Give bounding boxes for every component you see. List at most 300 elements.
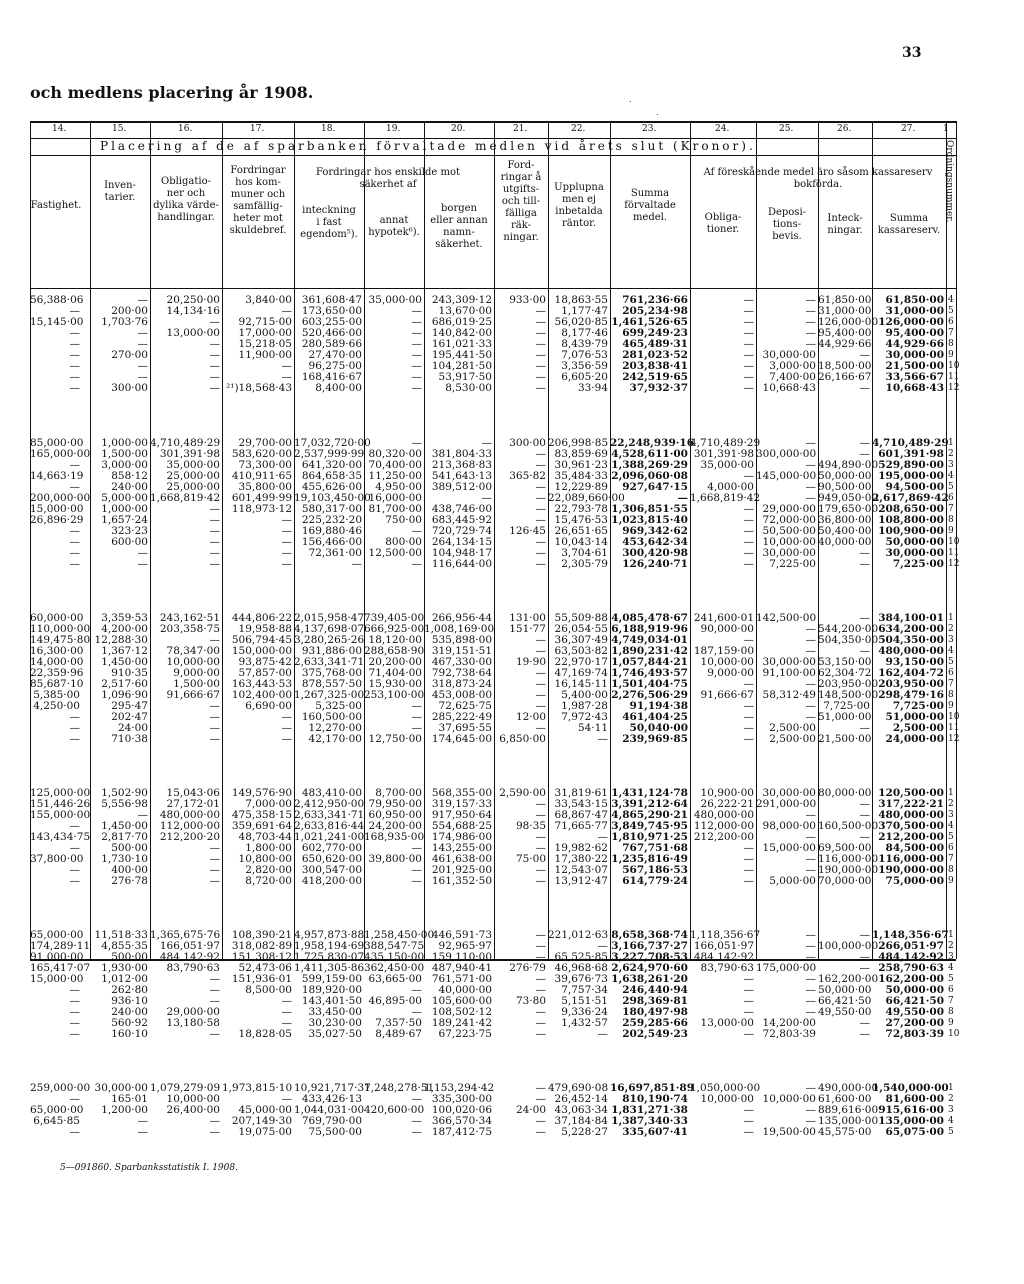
table-row [30, 383, 956, 394]
table-cell: 10,921,717·37 [294, 1082, 371, 1094]
table-cell: 156,466·00 [301, 536, 362, 548]
table-cell: 600·00 [111, 536, 148, 548]
table-cell: 580,317·00 [301, 503, 362, 515]
table-cell: 16,300·00 [30, 645, 84, 657]
table-cell: — [69, 481, 80, 493]
table-cell: 418,200·00 [301, 875, 362, 887]
table-cell: 878,557·50 [301, 678, 362, 690]
table-cell: — [805, 809, 816, 821]
table-cell: 291,000·00 [756, 798, 817, 810]
table-cell: 370,500·00 [878, 820, 944, 832]
table-cell: — [209, 514, 220, 526]
table-cell: 202,549·23 [622, 1028, 688, 1040]
table-cell: — [805, 864, 816, 876]
table-cell: 24,000·00 [885, 733, 944, 745]
table-cell: 166,051·97 [693, 940, 754, 952]
table-cell: 1,365,675·76 [150, 929, 221, 941]
table-cell: — [805, 1006, 816, 1018]
table-cell: — [209, 634, 220, 646]
table-cell: 85,000·00 [30, 437, 84, 449]
header-borgen: borgen eller annan namn- säkerhet. [430, 203, 488, 250]
table-cell: 203,838·41 [622, 360, 688, 372]
table-cell: 50,000·00 [885, 984, 944, 996]
table-cell: 26,896·29 [30, 514, 84, 526]
table-cell: 17,000·00 [238, 327, 292, 339]
table-cell: 453,642·34 [622, 536, 688, 548]
row-number: 5 [948, 657, 954, 667]
row-number: 5 [948, 974, 954, 984]
table-cell: 1,502·90 [101, 787, 148, 799]
table-cell: 2,500·00 [769, 722, 816, 734]
table-cell: 68,867·47 [554, 809, 608, 821]
table-cell: 969,342·62 [622, 525, 688, 537]
table-cell: — [69, 349, 80, 361]
table-cell: — [859, 722, 870, 734]
table-cell: 78,347·00 [166, 645, 220, 657]
row-number: 4 [948, 963, 954, 973]
table-cell: 15,930·00 [368, 678, 422, 690]
table-cell: 16,145·11 [554, 678, 608, 690]
table-cell: 239,969·85 [622, 733, 688, 745]
table-cell: 161,021·33 [431, 338, 492, 350]
table-cell: — [805, 492, 816, 504]
table-cell: 4,957,873·88 [294, 929, 365, 941]
table-cell: 169,880·46 [301, 525, 362, 537]
table-cell: 30,000·00 [762, 656, 816, 668]
table-cell: 1,501,404·75 [611, 678, 688, 690]
table-cell: 73,300·00 [238, 459, 292, 471]
table-cell: 8,530·00 [445, 382, 492, 394]
table-cell: 12,543·07 [554, 864, 608, 876]
table-cell: 22,248,939·16 [610, 437, 695, 449]
table-cell: 31,000·00 [818, 305, 872, 317]
table-cell: 300·00 [111, 382, 148, 394]
table-cell: 910·35 [111, 667, 148, 679]
group-spacer [30, 1040, 956, 1083]
column-number: 1 [943, 124, 949, 134]
table-cell: — [743, 995, 754, 1007]
table-cell: 614,779·24 [622, 875, 688, 887]
table-cell: 1,725,830·07 [294, 951, 365, 963]
table-cell: — [137, 371, 148, 383]
table-cell: 568,355·00 [431, 787, 492, 799]
table-cell: 5,325·00 [315, 700, 362, 712]
table-cell: 187,159·00 [693, 645, 754, 657]
table-cell: 79,950·00 [368, 798, 422, 810]
table-cell: 22,359·96 [30, 667, 84, 679]
table-cell: 12,270·00 [308, 722, 362, 734]
table-cell: 206,998·85 [548, 437, 609, 449]
table-cell: 420,600·00 [364, 1104, 425, 1116]
speck: . [629, 95, 632, 104]
table-cell: — [535, 481, 546, 493]
table-cell: 30,000·00 [762, 787, 816, 799]
table-cell: 710·38 [111, 733, 148, 745]
column-number: 26. [837, 124, 852, 134]
table-cell: 212,200·00 [878, 831, 944, 843]
table-cell: 35,484·33 [554, 470, 608, 482]
header-bottom-rule [30, 288, 956, 289]
table-cell: 2,820·00 [245, 864, 292, 876]
table-cell: 73·80 [515, 995, 546, 1007]
table-cell: — [859, 645, 870, 657]
table-cell: 225,232·20 [301, 514, 362, 526]
table-cell: 240·00 [111, 1006, 148, 1018]
row-number: 4 [948, 1116, 954, 1126]
table-cell: 949,050·00 [818, 492, 879, 504]
row-number: 6 [948, 317, 954, 327]
table-cell: 35,800·00 [238, 481, 292, 493]
table-cell: — [69, 842, 80, 854]
table-cell: 62,304·72 [818, 667, 872, 679]
table-cell: 37,695·55 [438, 722, 492, 734]
table-cell: 22,793·78 [554, 503, 608, 515]
table-cell: — [535, 722, 546, 734]
table-cell: — [743, 514, 754, 526]
table-cell: — [743, 327, 754, 339]
table-row [30, 537, 956, 548]
table-cell: 25,000·00 [166, 470, 220, 482]
table-cell: 112,000·00 [693, 820, 754, 832]
row-number: 5 [948, 832, 954, 842]
table-cell: 35,000·00 [368, 294, 422, 306]
table-cell: — [805, 929, 816, 941]
header-inteckningar: Inteck- ningar. [827, 213, 863, 236]
table-cell: 1,012·00 [101, 973, 148, 985]
table-cell: 483,410·00 [301, 787, 362, 799]
header-summa-kassareserv: Summa kassareserv. [877, 213, 941, 236]
table-cell: 12,288·30 [94, 634, 148, 646]
table-cell: 161,352·50 [431, 875, 492, 887]
table-cell: — [535, 536, 546, 548]
table-cell: — [805, 700, 816, 712]
row-number: 1 [948, 930, 954, 940]
table-cell: 1,258,450·00 [364, 929, 435, 941]
table-cell: 33,543·15 [554, 798, 608, 810]
table-cell: — [209, 733, 220, 745]
table-cell: 56,020·85 [554, 316, 608, 328]
table-cell: 72,625·75 [438, 700, 492, 712]
row-number: 9 [948, 1018, 954, 1028]
table-cell: 2,276,506·29 [611, 689, 688, 701]
table-cell: 151,446·26 [30, 798, 91, 810]
table-cell: 335,607·41 [622, 1126, 688, 1138]
table-cell: — [859, 349, 870, 361]
table-cell: 10,668·43 [885, 382, 944, 394]
table-row [30, 372, 956, 383]
table-cell: 465,489·31 [622, 338, 688, 350]
table-cell: 634,200·00 [878, 623, 944, 635]
table-cell: 30,000·00 [885, 547, 944, 559]
table-cell: — [69, 864, 80, 876]
table-cell: 3,840·00 [245, 294, 292, 306]
table-cell: — [743, 973, 754, 985]
table-cell: — [69, 722, 80, 734]
table-cell: 2,617,869·42 [872, 492, 949, 504]
row-number: 11 [948, 372, 960, 382]
table-cell: 83,790·63 [166, 962, 220, 974]
table-cell: 1,930·00 [101, 962, 148, 974]
table-cell: — [69, 360, 80, 372]
table-cell: 5,151·51 [561, 995, 608, 1007]
table-cell: 666,925·00 [364, 623, 425, 635]
table-cell: 203,950·00 [818, 678, 879, 690]
table-cell: — [535, 349, 546, 361]
row-number: 10 [948, 361, 960, 371]
table-cell: 48,703·44 [238, 831, 292, 843]
table-cell: 1,746,493·57 [611, 667, 688, 679]
table-cell: 189,241·42 [431, 1017, 492, 1029]
table-cell: — [859, 809, 870, 821]
table-cell: 301,391·98 [159, 448, 220, 460]
table-cell: 567,186·53 [622, 864, 688, 876]
table-cell: — [805, 1104, 816, 1116]
table-cell: 455,626·00 [301, 481, 362, 493]
table-cell: 61,850·00 [885, 294, 944, 306]
table-cell: 864,658·35 [301, 470, 362, 482]
table-cell: 6,690·00 [245, 700, 292, 712]
table-cell: 142,500·00 [756, 612, 817, 624]
table-cell: 75,000·00 [885, 875, 944, 887]
table-cell: 14,200·00 [762, 1017, 816, 1029]
table-cell: 686,019·25 [431, 316, 492, 328]
table-cell: 24·00 [117, 722, 148, 734]
table-cell: 61,850·00 [818, 294, 872, 306]
table-cell: 37,184·84 [554, 1115, 608, 1127]
table-cell: — [411, 984, 422, 996]
table-cell: 3,000·00 [769, 360, 816, 372]
table-cell: — [209, 711, 220, 723]
table-cell: — [209, 864, 220, 876]
table-cell: 5,400·00 [561, 689, 608, 701]
table-cell: 381,804·33 [431, 448, 492, 460]
table-cell: 7,000·00 [245, 798, 292, 810]
table-cell: 93,875·42 [238, 656, 292, 668]
header-depositionsbevis: Deposi- tions- bevis. [767, 207, 807, 242]
table-cell: — [859, 929, 870, 941]
table-cell: — [743, 864, 754, 876]
table-cell: 1,500·00 [101, 448, 148, 460]
table-cell: 26,651·65 [554, 525, 608, 537]
table-cell: — [597, 831, 608, 843]
row-number: 7 [948, 996, 954, 1006]
table-cell: 45,575·00 [818, 1126, 872, 1138]
table-cell: 21,500·00 [818, 733, 872, 745]
table-cell: — [805, 437, 816, 449]
table-cell: 1,050,000·00 [690, 1082, 761, 1094]
table-cell: 55,509·88 [554, 612, 608, 624]
table-cell: — [535, 1006, 546, 1018]
table-cell: — [859, 962, 870, 974]
table-cell: 1,235,816·49 [611, 853, 688, 865]
table-cell: — [535, 940, 546, 952]
table-cell: 19·90 [515, 656, 546, 668]
table-cell: — [743, 700, 754, 712]
table-cell: 50,000·00 [818, 984, 872, 996]
table-cell: 8,400·00 [315, 382, 362, 394]
table-cell: 50,500·00 [762, 525, 816, 537]
header-annat-hypotek: annat hypotek⁶). [368, 215, 420, 238]
row-number: 2 [948, 941, 954, 951]
table-cell: 761,236·66 [622, 294, 688, 306]
table-cell: 1,000·00 [101, 437, 148, 449]
table-cell: 12,500·00 [368, 547, 422, 559]
table-cell: 7,357·50 [375, 1017, 422, 1029]
table-cell: 49,550·00 [885, 1006, 944, 1018]
table-cell: — [209, 722, 220, 734]
table-cell: 453,008·00 [431, 689, 492, 701]
table-cell: — [69, 558, 80, 570]
table-cell: 179,650·00 [818, 503, 879, 515]
table-cell: 15,145·00 [30, 316, 84, 328]
table-cell: — [69, 338, 80, 350]
row-number: 5 [948, 482, 954, 492]
table-cell: 17,032,720·00 [294, 437, 371, 449]
table-cell: 4,528,611·00 [611, 448, 688, 460]
table-cell: 300·00 [509, 437, 546, 449]
table-cell: 8,500·00 [245, 984, 292, 996]
table-cell: — [411, 558, 422, 570]
table-cell: — [535, 316, 546, 328]
table-cell: 143,401·50 [301, 995, 362, 1007]
table-cell: 33,450·00 [308, 1006, 362, 1018]
table-cell: 1,890,231·42 [611, 645, 688, 657]
table-cell: 317,222·21 [878, 798, 944, 810]
table-cell: 26,452·14 [554, 1093, 608, 1105]
table-cell: — [805, 1115, 816, 1127]
table-cell: 16,000·00 [368, 492, 422, 504]
table-cell: 529,890·00 [878, 459, 944, 471]
table-cell: 400·00 [111, 864, 148, 876]
table-cell: — [351, 558, 362, 570]
row-number: 10 [948, 1029, 960, 1039]
table-cell: 276·78 [111, 875, 148, 887]
table-cell: 361,608·47 [301, 294, 362, 306]
table-cell: 6,850·00 [499, 733, 546, 745]
table-cell: 52,473·06 [238, 962, 292, 974]
table-cell: 37,932·37 [629, 382, 688, 394]
table-cell: 16,697,851·89 [610, 1082, 695, 1094]
table-cell: 22,970·17 [554, 656, 608, 668]
table-cell: 264,134·15 [431, 536, 492, 548]
table-cell: — [805, 645, 816, 657]
table-cell: — [209, 503, 220, 515]
table-cell: 4,749,034·01 [611, 634, 688, 646]
table-cell: 72,803·39 [885, 1028, 944, 1040]
table-cell: 1,057,844·21 [611, 656, 688, 668]
table-cell: 603,255·00 [301, 316, 362, 328]
table-cell: — [69, 733, 80, 745]
table-cell: — [411, 360, 422, 372]
table-cell: — [535, 492, 546, 504]
table-cell: — [209, 984, 220, 996]
table-cell: — [743, 525, 754, 537]
table-cell: 91,000·00 [30, 951, 84, 963]
table-cell: 80,320·00 [368, 448, 422, 460]
table-cell: 125,000·00 [30, 787, 91, 799]
table-cell: — [535, 842, 546, 854]
table-cell: 19,075·00 [238, 1126, 292, 1138]
table-cell: — [481, 492, 492, 504]
row-number: 1 [948, 1083, 954, 1093]
table-cell: — [281, 1017, 292, 1029]
table-cell: 37,800·00 [30, 853, 84, 865]
table-cell: 159,110·00 [431, 951, 492, 963]
table-cell: 91,666·67 [166, 689, 220, 701]
table-cell: — [743, 1126, 754, 1138]
row-number: 3 [948, 810, 954, 820]
table-cell: 10,000·00 [700, 1093, 754, 1105]
row-number: 6 [948, 843, 954, 853]
table-cell: 10,000·00 [700, 656, 754, 668]
table-cell: — [805, 459, 816, 471]
table-cell: 4,710,489·29 [872, 437, 949, 449]
table-cell: 1,248,278·51 [364, 1082, 435, 1094]
table-cell: 1,810,971·25 [611, 831, 688, 843]
table-cell: 94,500·00 [885, 481, 944, 493]
table-cell: 388,547·75 [364, 940, 425, 952]
table-cell: 259,000·00 [30, 1082, 91, 1094]
table-cell: — [859, 448, 870, 460]
header-fastighet: Fastighet. [30, 200, 82, 211]
table-cell: — [743, 1006, 754, 1018]
page-number: 33 [902, 45, 922, 61]
table-cell: 20,200·00 [368, 656, 422, 668]
table-cell: 131·00 [509, 612, 546, 624]
table-cell: 10,043·14 [554, 536, 608, 548]
table-cell: — [743, 338, 754, 350]
table-cell: 4,200·00 [101, 623, 148, 635]
table-cell: 242,519·65 [622, 371, 688, 383]
table-cell: 3,227,708·53 [611, 951, 688, 963]
table-cell: 9,000·00 [173, 667, 220, 679]
table-cell: 520,466·00 [301, 327, 362, 339]
table-cell: — [411, 864, 422, 876]
table-cell: 13,670·00 [438, 305, 492, 317]
table-cell: — [281, 360, 292, 372]
table-cell: — [137, 809, 148, 821]
table-cell: 601,391·98 [878, 448, 944, 460]
row-number: 12 [948, 383, 960, 393]
row-number: 5 [948, 306, 954, 316]
table-cell: — [411, 349, 422, 361]
table-cell: 162,404·72 [878, 667, 944, 679]
table-cell: — [535, 371, 546, 383]
table-cell: 160·10 [111, 1028, 148, 1040]
table-cell: 50,000·00 [818, 470, 872, 482]
table-cell: 506,794·45 [231, 634, 292, 646]
table-cell: 14,000·00 [30, 656, 84, 668]
table-cell: 1,668,819·42 [150, 492, 221, 504]
table-cell: — [137, 547, 148, 559]
table-cell: 24,200·00 [368, 820, 422, 832]
table-cell: 484,142·92 [159, 951, 220, 963]
table-cell: — [859, 951, 870, 963]
table-cell: 769,790·00 [301, 1115, 362, 1127]
table-cell: 1,657·24 [101, 514, 148, 526]
table-cell: 18,863·55 [554, 294, 608, 306]
table-cell: 65,000·00 [30, 929, 84, 941]
table-cell: 3,166,737·27 [611, 940, 688, 952]
table-cell: 30,000·00 [885, 349, 944, 361]
column-number: 14. [52, 124, 67, 134]
row-number: 10 [948, 712, 960, 722]
table-cell: 15,476·53 [554, 514, 608, 526]
table-cell: — [535, 1017, 546, 1029]
row-number: 11 [948, 548, 960, 558]
table-cell: 33·94 [577, 382, 608, 394]
table-cell: — [805, 940, 816, 952]
